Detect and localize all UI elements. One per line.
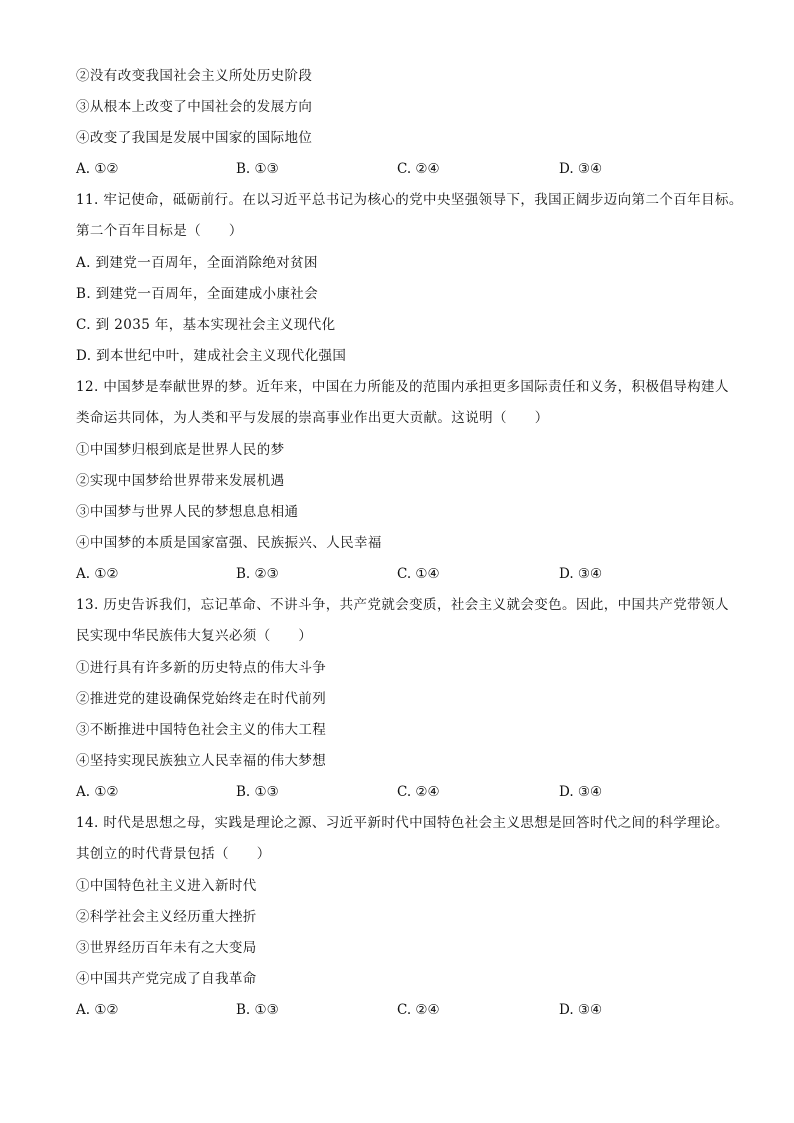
q12-option-d: D. ③④ (559, 566, 603, 582)
q13-statement-1: ①进行具有许多新的历史特点的伟大斗争 (76, 660, 327, 676)
q14-stem-line-2: 其创立的时代背景包括（ ） (76, 846, 271, 862)
q12-statement-2: ②实现中国梦给世界带来发展机遇 (76, 473, 285, 489)
q14-stem-line-1: 14. 时代是思想之母，实践是理论之源、习近平新时代中国特色社会主义思想是回答时代之间的科学理论。 (76, 815, 729, 831)
q12-option-b: B. ②③ (236, 566, 279, 582)
q10-option-a: A. ①② (76, 161, 119, 177)
q14-options (76, 999, 716, 1021)
q14-statement-2: ②科学社会主义经历重大挫折 (76, 909, 257, 925)
q12-options (76, 563, 716, 585)
q14-statement-3: ③世界经历百年未有之大变局 (76, 940, 257, 956)
q13-stem-line-1: 13. 历史告诉我们，忘记革命、不讲斗争，共产党就会变质，社会主义就会变色。因此，中国共产党带领人 (76, 597, 729, 613)
q10-statement-4: ④改变了我国是发展中国家的国际地位 (76, 130, 313, 146)
q11-choice-a: A. 到建党一百周年，全面消除绝对贫困 (76, 255, 318, 271)
q10-statement-2: ②没有改变我国社会主义所处历史阶段 (76, 68, 313, 84)
q10-option-d: D. ③④ (559, 161, 603, 177)
q11-stem-line-1: 11. 牢记使命，砥砺前行。在以习近平总书记为核心的党中央坚强领导下，我国正阔步迈向第二个百年目标。 (76, 192, 743, 208)
q13-statement-4: ④坚持实现民族独立人民幸福的伟大梦想 (76, 753, 327, 769)
q14-option-c: C. ②④ (397, 1002, 440, 1018)
q13-option-b: B. ①③ (236, 784, 279, 800)
q13-option-c: C. ②④ (397, 784, 440, 800)
q11-stem-line-2: 第二个百年目标是（ ） (76, 223, 243, 239)
q10-option-b: B. ①③ (236, 161, 279, 177)
q14-option-a: A. ①② (76, 1002, 119, 1018)
q12-stem-line-1: 12. 中国梦是奉献世界的梦。近年来，中国在力所能及的范围内承担更多国际责任和义务，积极倡导构建人 (76, 379, 729, 395)
q10-statement-3: ③从根本上改变了中国社会的发展方向 (76, 99, 313, 115)
q12-option-a: A. ①② (76, 566, 119, 582)
q14-option-b: B. ①③ (236, 1002, 279, 1018)
q11-choice-c: C. 到 2035 年，基本实现社会主义现代化 (76, 317, 336, 333)
q14-statement-4: ④中国共产党完成了自我革命 (76, 971, 257, 987)
q13-option-a: A. ①② (76, 784, 119, 800)
q10-options (76, 158, 716, 180)
q11-choice-d: D. 到本世纪中叶，建成社会主义现代化强国 (76, 348, 347, 364)
q10-option-c: C. ②④ (397, 161, 440, 177)
q11-choice-b: B. 到建党一百周年，全面建成小康社会 (76, 286, 319, 302)
q12-statement-3: ③中国梦与世界人民的梦想息息相通 (76, 504, 299, 520)
q12-statement-1: ①中国梦归根到底是世界人民的梦 (76, 442, 285, 458)
q13-options (76, 781, 716, 803)
q12-option-c: C. ①④ (397, 566, 440, 582)
q14-option-d: D. ③④ (559, 1002, 603, 1018)
q12-stem-line-2: 类命运共同体，为人类和平与发展的崇高事业作出更大贡献。这说明（ ） (76, 410, 549, 426)
q13-statement-2: ②推进党的建设确保党始终走在时代前列 (76, 691, 327, 707)
q13-option-d: D. ③④ (559, 784, 603, 800)
q12-statement-4: ④中国梦的本质是国家富强、民族振兴、人民幸福 (76, 535, 382, 551)
q13-stem-line-2: 民实现中华民族伟大复兴必须（ ） (76, 628, 313, 644)
q13-statement-3: ③不断推进中国特色社会主义的伟大工程 (76, 722, 327, 738)
q14-statement-1: ①中国特色社主义进入新时代 (76, 878, 257, 894)
